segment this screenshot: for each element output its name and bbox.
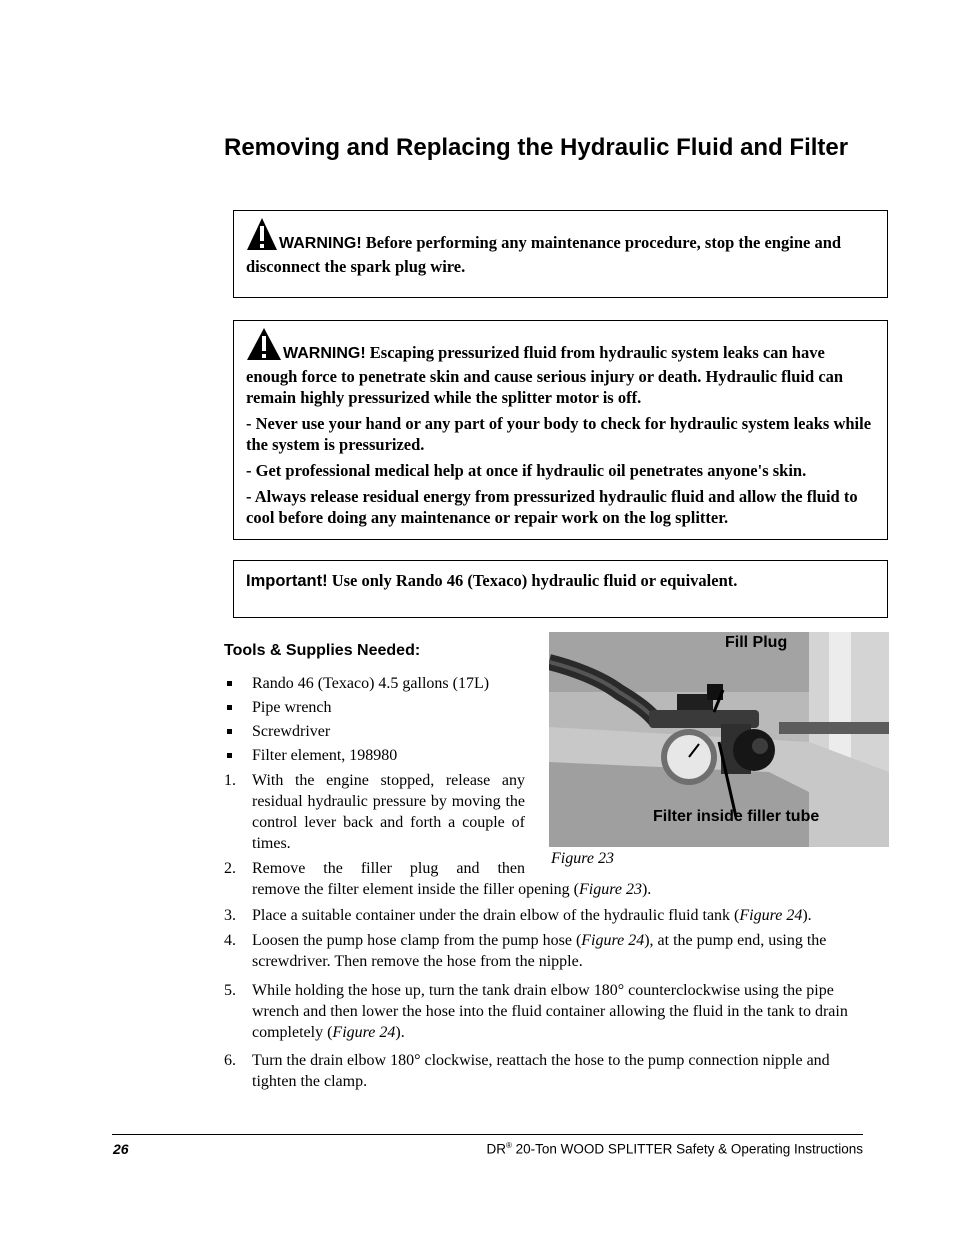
- warning-item: - Get professional medical help at once if hydraulic oil penetrates anyone's skin.: [246, 461, 807, 480]
- step-text-end: ), at the pump end, using the screwdriver. Then remove the hose from the nipple.: [252, 932, 827, 970]
- step-1: [224, 770, 525, 854]
- tools-list: [224, 672, 534, 768]
- step-4: [224, 930, 864, 972]
- document-title: 20-Ton WOOD SPLITTER Safety & Operating Instructions: [511, 1141, 863, 1157]
- step-number: 2.: [224, 860, 236, 877]
- brand-name: DR: [486, 1141, 506, 1157]
- list-item: Screwdriver: [224, 720, 534, 744]
- step-text-line: Remove the filler plug and then: [252, 860, 525, 877]
- step-number: 4.: [224, 932, 236, 949]
- tools-heading: Tools & Supplies Needed:: [224, 642, 421, 659]
- step-text: While holding the hose up, turn the tank drain elbow 180° counterclockwise using the pipe wrench and then lower the hose into the fluid container allowing the fluid in the tank to drain completely (: [252, 982, 848, 1041]
- step-number: 1.: [224, 772, 236, 789]
- step-text-end: ).: [802, 907, 812, 924]
- warning-label: WARNING!: [283, 345, 366, 362]
- important-label: Important!: [246, 572, 328, 590]
- registered-mark: ®: [505, 1141, 512, 1150]
- step-number: 3.: [224, 907, 236, 924]
- warning-box-spark-plug: [233, 210, 888, 298]
- footer-document-title: [486, 1141, 863, 1157]
- step-number: 6.: [224, 1052, 236, 1069]
- page-number: 26: [113, 1141, 129, 1157]
- step-number: 5.: [224, 982, 236, 999]
- step-2: [224, 858, 864, 900]
- fill-plug-label: Fill Plug: [725, 634, 788, 651]
- important-text: Use only Rando 46 (Texaco) hydraulic fluid or equivalent.: [331, 571, 738, 590]
- step-5: [224, 980, 864, 1043]
- warning-text: Before performing any maintenance procedure, stop the engine and disconnect the spark plug wire.: [246, 233, 842, 276]
- warning-item: - Never use your hand or any part of your body to check for hydraulic system leaks while the system is pressurized.: [246, 414, 872, 454]
- warning-triangle-icon: [246, 327, 282, 366]
- warning-label: WARNING!: [279, 235, 362, 252]
- warning-item: - Always release residual energy from pressurized hydraulic fluid and allow the fluid to cool before doing any maintenance or repair work on the log splitter.: [246, 487, 858, 527]
- step-text: Place a suitable container under the drain elbow of the hydraulic fluid tank (: [252, 907, 740, 924]
- warning-box-pressurized-fluid: [233, 320, 888, 540]
- list-item: Filter element, 198980: [224, 744, 534, 768]
- figure-reference: Figure 24: [739, 907, 803, 924]
- footer-divider: [112, 1134, 863, 1135]
- step-text: Loosen the pump hose clamp from the pump hose (: [252, 932, 582, 949]
- step-text: Turn the drain elbow 180° clockwise, reattach the hose to the pump connection nipple and tighten the clamp.: [252, 1052, 830, 1090]
- figure-reference: Figure 23: [579, 881, 642, 898]
- filter-label: Filter inside filler tube: [653, 808, 820, 825]
- step-text: With the engine stopped, release any residual hydraulic pressure by moving the control lever back and forth a couple of times.: [252, 772, 525, 852]
- figure-23-photo: [549, 632, 889, 847]
- figure-caption: Figure 23: [551, 850, 614, 867]
- figure-reference: Figure 24: [581, 932, 645, 949]
- list-item: Pipe wrench: [224, 696, 534, 720]
- step-text: remove the filter element inside the filler opening (: [252, 881, 579, 898]
- step-6: [224, 1050, 864, 1092]
- step-3: [224, 905, 864, 926]
- important-box: [233, 560, 888, 618]
- warning-text: Escaping pressurized fluid from hydraulic system leaks can have enough force to penetrate skin and cause serious injury or death. Hydraulic fluid can remain highly pressurized while the splitter motor is off.: [246, 343, 844, 407]
- list-item: Rando 46 (Texaco) 4.5 gallons (17L): [224, 672, 534, 696]
- page-title: Removing and Replacing the Hydraulic Fluid and Filter: [224, 134, 849, 161]
- step-text-end: ).: [395, 1024, 405, 1041]
- figure-reference: Figure 24: [332, 1024, 396, 1041]
- step-text-end: ).: [641, 881, 652, 898]
- warning-triangle-icon: [246, 217, 278, 256]
